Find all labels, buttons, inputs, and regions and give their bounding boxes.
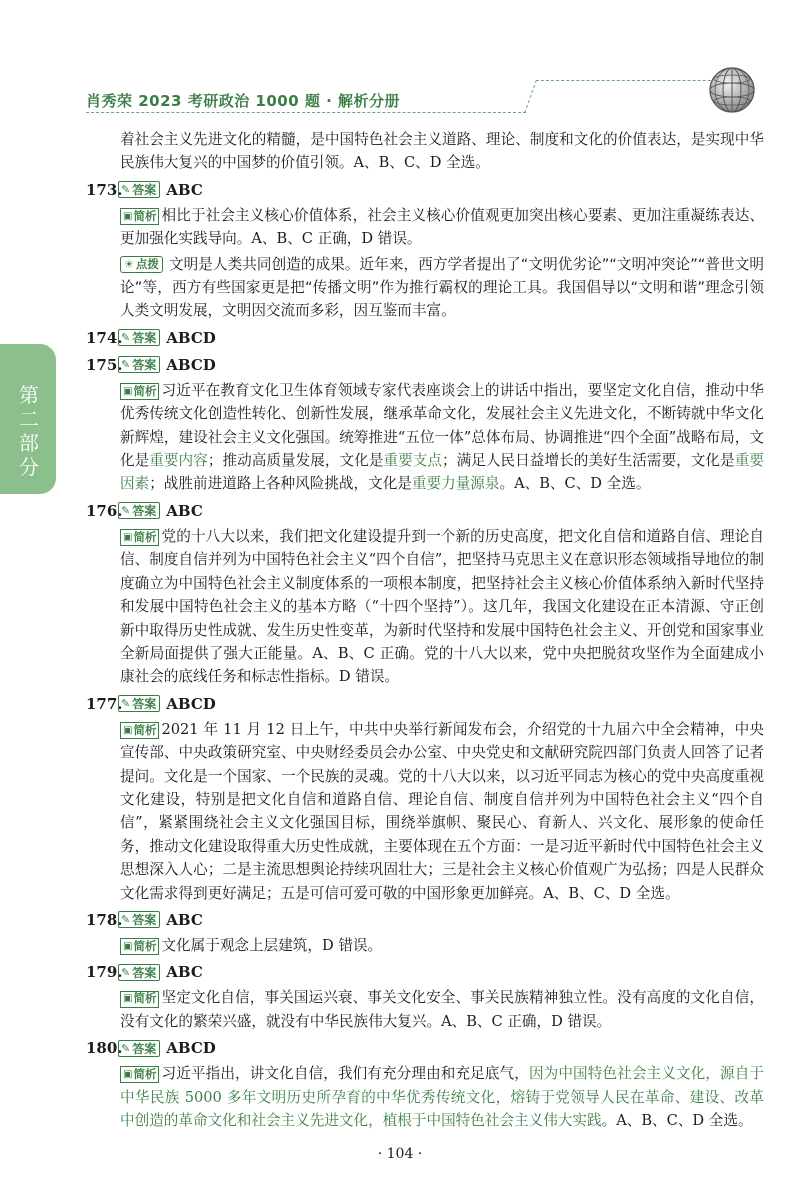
question-number: 179. (86, 963, 123, 982)
question-number: 178. (86, 910, 123, 929)
question-180-analysis (88, 1062, 764, 1132)
tip-paragraph (120, 253, 764, 323)
page-header (0, 0, 800, 120)
question-number: 180. (86, 1039, 123, 1058)
analysis-paragraph (120, 525, 764, 689)
section-tab-label: 第二部分 (19, 383, 39, 479)
analysis-text: ；满足人民日益增长的美好生活需要，文化是 (442, 452, 735, 470)
answer-label: 答案 (132, 504, 157, 519)
analysis-paragraph (120, 934, 764, 957)
answer-badge (118, 329, 160, 346)
analysis-text: 习近平指出，讲文化自信，我们有充分理由和充足底气， (161, 1065, 529, 1083)
analysis-text: ；推动高质量发展，文化是 (207, 452, 384, 470)
analysis-badge (120, 383, 159, 400)
question-number: 175. (86, 355, 123, 374)
analysis-badge (120, 938, 159, 955)
analysis-badge (120, 722, 159, 739)
question-177-analysis (88, 718, 764, 905)
answer-value: ABC (166, 910, 203, 929)
analysis-label: 简析 (133, 1067, 157, 1082)
question-number: 173. (86, 180, 123, 199)
header-divider-diagonal (524, 80, 716, 113)
answer-badge (118, 911, 160, 928)
question-175-answer-line (88, 353, 764, 377)
pencil-icon: ✎ (121, 358, 131, 372)
analysis-label: 简析 (133, 208, 157, 223)
question-number: 177. (86, 694, 123, 713)
answer-badge (118, 181, 160, 198)
header-divider (86, 112, 526, 113)
analysis-text: ；战胜前进道路上各种风险挑战，文化是 (149, 475, 412, 493)
book-icon: ▣ (123, 531, 133, 543)
question-177-answer-line (88, 692, 764, 716)
tip-badge (120, 256, 163, 273)
book-icon: ▣ (123, 210, 133, 222)
book-icon: ▣ (123, 385, 133, 397)
highlight-text: 重要因素 (120, 452, 764, 493)
analysis-label: 简析 (133, 722, 157, 737)
question-178-analysis (88, 934, 764, 957)
answer-label: 答案 (132, 1041, 157, 1056)
analysis-badge (120, 208, 159, 225)
analysis-text: 习近平在教育文化卫生体育领域专家代表座谈会上的讲话中指出，要坚定文化自信，推动中华优秀传统文化创造性转化、创新性发展，继承革命文化，发展社会主义先进文化，不断铸就中华文化新辉煌，建设社会主义文化强国。统筹推进“五位一体”总体布局、协调推进“四个全面”战略布局，文化是 (120, 381, 764, 470)
answer-value: ABC (166, 501, 203, 520)
answer-label: 答案 (132, 965, 157, 980)
book-icon: ▣ (123, 1069, 133, 1081)
question-180-answer-line (88, 1036, 764, 1060)
answer-label: 答案 (132, 358, 157, 373)
answer-badge (118, 356, 160, 373)
answer-value: ABCD (166, 694, 216, 713)
analysis-paragraph (120, 718, 764, 905)
answer-content (88, 128, 764, 1132)
lightbulb-icon: ☀ (124, 257, 134, 271)
question-174-answer-line (88, 326, 764, 350)
highlight-text: 重要支点 (383, 452, 442, 470)
analysis-paragraph (120, 379, 764, 496)
analysis-label: 简析 (133, 991, 157, 1006)
book-icon: ▣ (123, 724, 133, 736)
highlight-text: 重要内容 (149, 452, 208, 470)
answer-value: ABCD (166, 355, 216, 374)
answer-badge (118, 1040, 160, 1057)
answer-label: 答案 (132, 183, 157, 198)
intro-paragraph: 着社会主义先进文化的精髓，是中国特色社会主义道路、理论、制度和文化的价值表达，是实现中华民族伟大复兴的中国梦的价值引领。A、B、C、D 全选。 (120, 131, 764, 172)
analysis-paragraph (120, 986, 764, 1033)
analysis-text: 2021 年 11 月 12 日上午，中共中央举行新闻发布会，介绍党的十九届六中全会精神，中央宣传部、中央政策研究室、中央财经委员会办公室、中央党史和文献研究院四部门负责人回答了记者提问。文化是一个国家、一个民族的灵魂。党的十八大以来，以习近平同志为核心的党中央高度重视文化建设，特别是把文化自信和道路自信、理论自信、制度自信并列为中国特色社会主义“四个自信”，紧紧围绕社会主义文化强国目标，围绕举旗帜、聚民心、育新人、兴文化、展形象的使命任务，推动文化建设取得重大历史性成就，主要体现在五个方面：一是习近平新时代中国特色社会主义思想深入人心；二是主流思想舆论持续巩固壮大；三是社会主义核心价值观广为弘扬；四是人民群众文化需求得到更好满足；五是可信可爱可敬的中国形象更加鲜亮。A、B、C、D 全选。 (120, 720, 764, 902)
pencil-icon: ✎ (121, 913, 131, 927)
question-176-analysis (88, 525, 764, 689)
book-title: 肖秀荣 2023 考研政治 1000 题 · 解析分册 (86, 92, 401, 110)
question-179-answer-line (88, 960, 764, 984)
analysis-paragraph (120, 204, 764, 251)
pencil-icon: ✎ (121, 697, 131, 711)
analysis-label: 简析 (133, 938, 157, 953)
question-number: 174. (86, 328, 123, 347)
analysis-text: 。A、B、C、D 全选。 (601, 1112, 753, 1129)
book-icon: ▣ (123, 993, 133, 1005)
tip-label: 点拨 (135, 256, 159, 271)
question-175-analysis (88, 379, 764, 496)
question-178-answer-line (88, 908, 764, 932)
pencil-icon: ✎ (121, 965, 131, 979)
question-173-answer-line (88, 178, 764, 202)
analysis-text: 坚定文化自信，事关国运兴衰、事关文化安全、事关民族精神独立性。没有高度的文化自信，没有文化的繁荣兴盛，就没有中华民族伟大复兴。A、B、C 正确，D 错误。 (120, 989, 764, 1030)
pencil-icon: ✎ (121, 1041, 131, 1055)
question-176-answer-line (88, 499, 764, 523)
analysis-text: 文化属于观念上层建筑，D 错误。 (161, 936, 383, 954)
analysis-text: 。A、B、C、D 全选。 (499, 475, 651, 493)
pencil-icon: ✎ (121, 331, 131, 345)
analysis-text: 相比于社会主义核心价值体系，社会主义核心价值观更加突出核心要素、更加注重凝练表达、更加强化实践导向。A、B、C 正确，D 错误。 (120, 206, 764, 248)
analysis-badge (120, 529, 159, 546)
tip-text: 文明是人类共同创造的成果。近年来，西方学者提出了“文明优劣论”“文明冲突论”“普世文明论”等，西方有些国家更是把“传播文明”作为推行霸权的理论工具。我国倡导以“文明和谐”理念引领人类文明发展，文明因交流而多彩，因互鉴而丰富。 (120, 255, 764, 320)
highlight-text: 重要力量源泉 (411, 475, 500, 493)
answer-label: 答案 (132, 697, 157, 712)
pencil-icon: ✎ (121, 504, 131, 518)
globe-icon (708, 66, 756, 114)
question-173-analysis (88, 204, 764, 323)
book-icon: ▣ (123, 940, 133, 952)
answer-badge (118, 695, 160, 712)
answer-badge (118, 964, 160, 981)
answer-value: ABC (166, 963, 203, 982)
pencil-icon: ✎ (121, 183, 131, 197)
answer-badge (118, 502, 160, 519)
page-number: · 104 · (377, 1146, 423, 1162)
answer-label: 答案 (132, 913, 157, 928)
answer-value: ABC (166, 180, 203, 199)
answer-label: 答案 (132, 331, 157, 346)
analysis-label: 简析 (133, 529, 157, 544)
analysis-label: 简析 (133, 383, 157, 398)
analysis-paragraph (120, 1062, 764, 1132)
answer-value: ABCD (166, 1039, 216, 1058)
highlight-text: 因为中国特色社会主义文化，源自于中华民族 5000 多年文明历史所孕育的中华优秀传统文化，熔铸于党领导人民在革命、建设、改革中创造的革命文化和社会主义先进文化，植根于中国特色社会主义伟大实践 (120, 1065, 764, 1129)
question-number: 176. (86, 501, 123, 520)
answer-value: ABCD (166, 328, 216, 347)
analysis-badge (120, 1066, 159, 1083)
analysis-text: 党的十八大以来，我们把文化建设提升到一个新的历史高度，把文化自信和道路自信、理论自信、制度自信并列为中国特色社会主义“四个自信”，把坚持马克思主义在意识形态领域指导地位的制度确立为中国特色社会主义制度体系的一项根本制度，把坚持社会主义核心价值体系纳入新时代坚持和发展中国特色社会主义的基本方略（“十四个坚持”）。这几年，我国文化建设在正本清源、守正创新中取得历史性成就、发生历史性变革，为新时代坚持和发展中国特色社会主义、开创党和国家事业全新局面提供了强大正能量。A、B、C 正确。党的十八大以来，党中央把脱贫攻坚作为全面建成小康社会的底线任务和标志性指标。D 错误。 (120, 527, 764, 686)
analysis-badge (120, 991, 159, 1008)
question-179-analysis (88, 986, 764, 1033)
